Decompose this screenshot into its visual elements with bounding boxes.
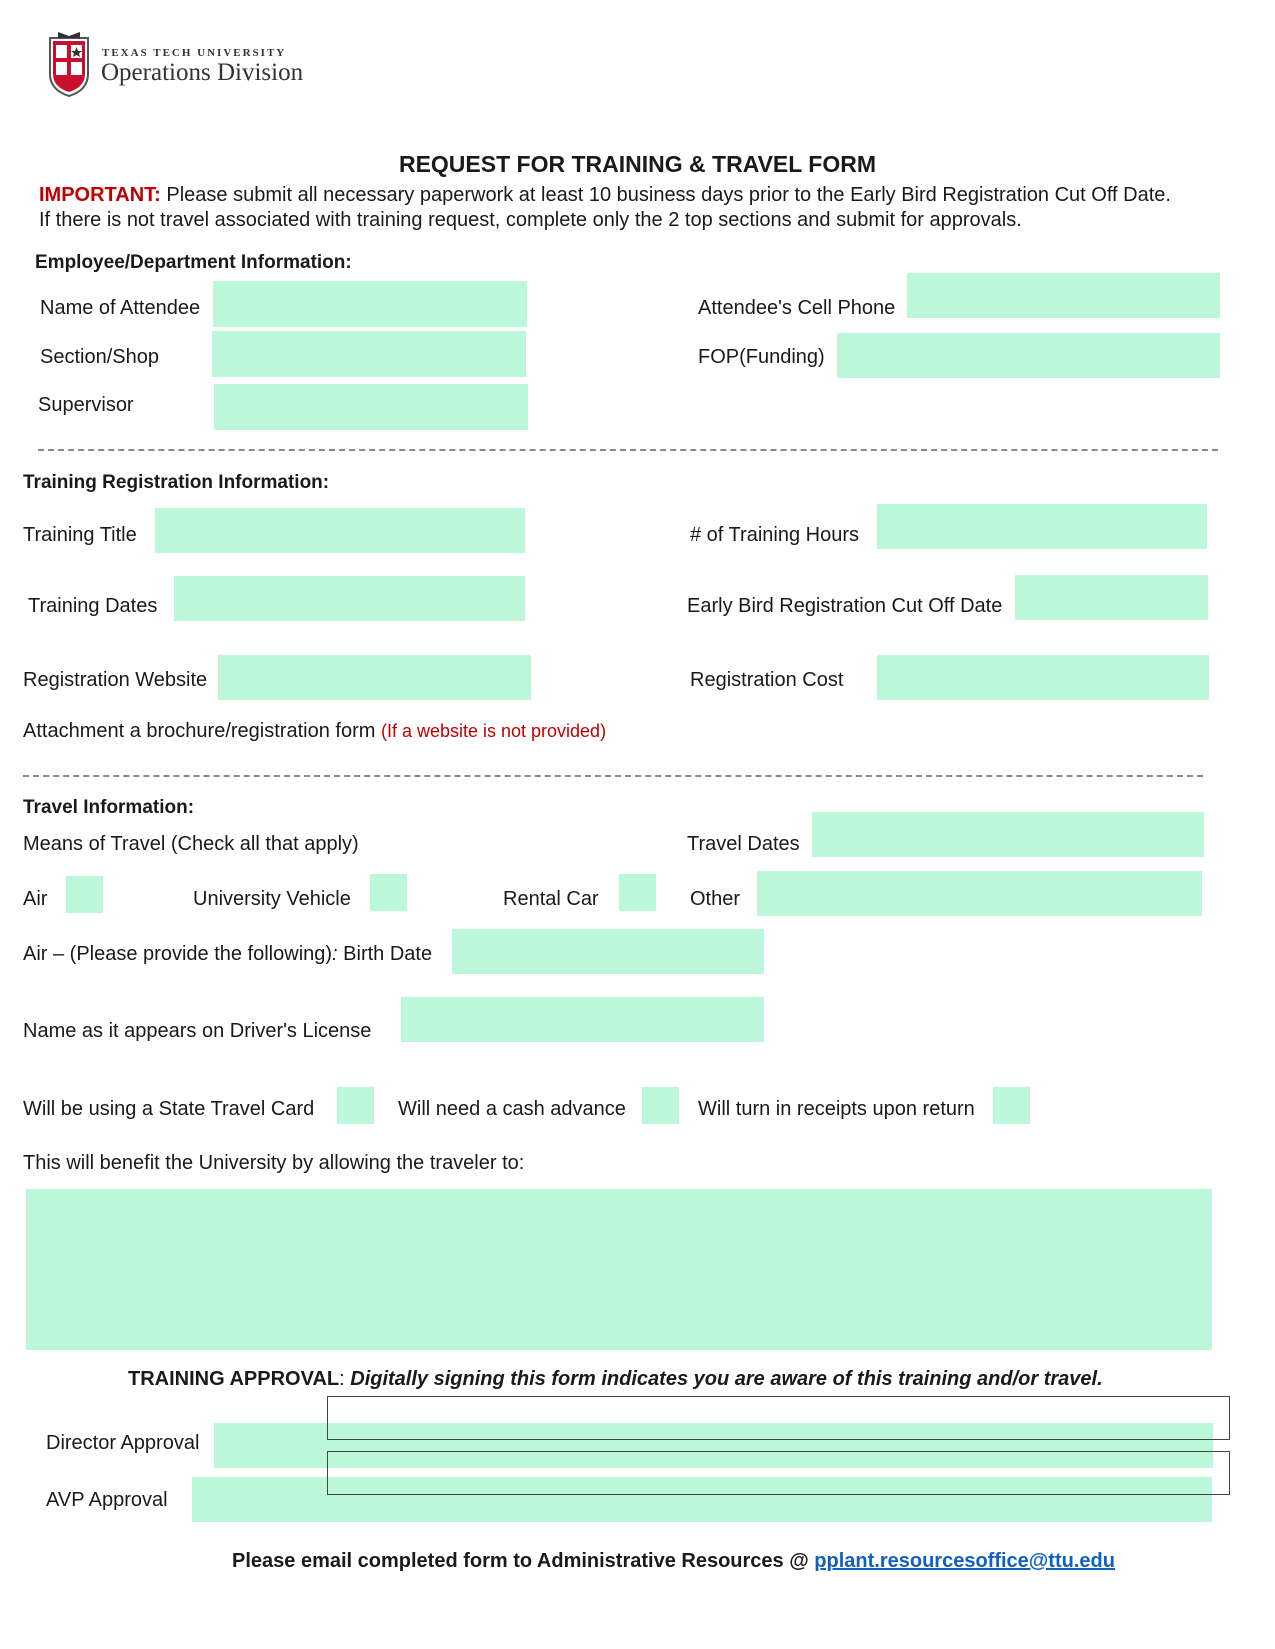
cash-advance-checkbox[interactable] xyxy=(642,1087,679,1124)
logo xyxy=(46,30,336,100)
important-text: Please submit all necessary paperwork at least 10 business days prior to the Early Bird Registration Cut Off Date. xyxy=(160,184,1171,206)
benefit-label: This will benefit the University by allowing the traveler to: xyxy=(23,1152,525,1174)
approval-colon: : xyxy=(339,1368,351,1390)
air-info-colon: : xyxy=(332,943,338,965)
fop-field[interactable] xyxy=(837,333,1220,378)
form-title: REQUEST FOR TRAINING & TRAVEL FORM xyxy=(398,151,877,177)
important-notice xyxy=(39,183,1171,207)
avp-signature-box[interactable] xyxy=(327,1451,1230,1495)
registration-website-field[interactable] xyxy=(218,655,531,700)
fop-label: FOP(Funding) xyxy=(698,346,825,368)
avp-approval-label: AVP Approval xyxy=(46,1489,168,1511)
supervisor-field[interactable] xyxy=(214,384,528,430)
state-travel-card-checkbox[interactable] xyxy=(337,1087,374,1124)
ttu-shield-icon xyxy=(46,30,92,98)
university-vehicle-checkbox[interactable] xyxy=(370,874,407,911)
logo-division: Operations Division xyxy=(101,59,304,86)
attachment-note: (If a website is not provided) xyxy=(380,721,607,741)
travel-dates-label: Travel Dates xyxy=(687,833,800,855)
name-of-attendee-label: Name of Attendee xyxy=(40,297,201,319)
means-of-travel-label: Means of Travel (Check all that apply) xyxy=(23,833,359,855)
cash-advance-label: Will need a cash advance xyxy=(398,1098,626,1120)
air-label: Air xyxy=(23,888,48,910)
state-travel-card-label: Will be using a State Travel Card xyxy=(23,1098,315,1120)
cell-phone-label: Attendee's Cell Phone xyxy=(698,297,896,319)
footer-line xyxy=(232,1549,1115,1573)
employee-section-heading: Employee/Department Information: xyxy=(35,252,352,273)
name-of-attendee-field[interactable] xyxy=(213,281,527,327)
training-hours-field[interactable] xyxy=(877,504,1207,549)
other-label: Other xyxy=(690,888,741,910)
cell-phone-field[interactable] xyxy=(907,273,1220,318)
section-divider xyxy=(38,449,1218,451)
attachment-line xyxy=(23,719,606,743)
supervisor-label: Supervisor xyxy=(38,394,134,416)
important-label: IMPORTANT: xyxy=(39,184,161,206)
footer-text: Please email completed form to Administrative Resources @ xyxy=(232,1550,815,1572)
drivers-license-name-field[interactable] xyxy=(401,997,764,1042)
training-dates-field[interactable] xyxy=(174,576,525,621)
approval-statement: Digitally signing this form indicates you are aware of this training and/or travel. xyxy=(350,1368,1103,1390)
registration-cost-label: Registration Cost xyxy=(690,669,844,691)
other-field[interactable] xyxy=(757,871,1202,916)
training-title-field[interactable] xyxy=(155,508,525,553)
air-info-label: Air – (Please provide the following) xyxy=(23,943,333,965)
registration-website-label: Registration Website xyxy=(23,669,208,691)
training-section-heading: Training Registration Information: xyxy=(23,472,330,493)
section-divider xyxy=(23,775,1203,777)
section-shop-label: Section/Shop xyxy=(40,346,159,368)
receipts-checkbox[interactable] xyxy=(993,1087,1030,1124)
training-hours-label: # of Training Hours xyxy=(690,524,859,546)
attachment-label: Attachment a brochure/registration form xyxy=(23,720,381,742)
director-signature-box[interactable] xyxy=(327,1396,1230,1440)
university-vehicle-label: University Vehicle xyxy=(193,888,351,910)
air-checkbox[interactable] xyxy=(66,876,103,913)
early-bird-label: Early Bird Registration Cut Off Date xyxy=(687,595,1003,617)
director-approval-label: Director Approval xyxy=(46,1432,200,1454)
birth-date-field[interactable] xyxy=(452,929,764,974)
receipts-label: Will turn in receipts upon return xyxy=(698,1098,975,1120)
early-bird-field[interactable] xyxy=(1015,575,1208,620)
approval-heading: TRAINING APPROVAL xyxy=(128,1368,340,1390)
section-shop-field[interactable] xyxy=(212,331,526,377)
training-title-label: Training Title xyxy=(23,524,137,546)
drivers-license-name-label: Name as it appears on Driver's License xyxy=(23,1020,372,1042)
email-link[interactable]: pplant.resourcesoffice@ttu.edu xyxy=(814,1550,1115,1572)
travel-dates-field[interactable] xyxy=(812,812,1204,857)
travel-section-heading: Travel Information: xyxy=(23,797,195,818)
air-info-line xyxy=(23,942,432,966)
birth-date-label: Birth Date xyxy=(337,943,433,965)
notice-text: If there is not travel associated with training request, complete only the 2 top sections and submit for approvals. xyxy=(39,209,1022,231)
registration-cost-field[interactable] xyxy=(877,655,1209,700)
logo-university: TEXAS TECH UNIVERSITY xyxy=(102,47,287,59)
rental-car-checkbox[interactable] xyxy=(619,874,656,911)
benefit-textarea[interactable] xyxy=(26,1189,1212,1350)
rental-car-label: Rental Car xyxy=(503,888,599,910)
training-dates-label: Training Dates xyxy=(28,595,158,617)
approval-statement-line xyxy=(128,1367,1103,1391)
